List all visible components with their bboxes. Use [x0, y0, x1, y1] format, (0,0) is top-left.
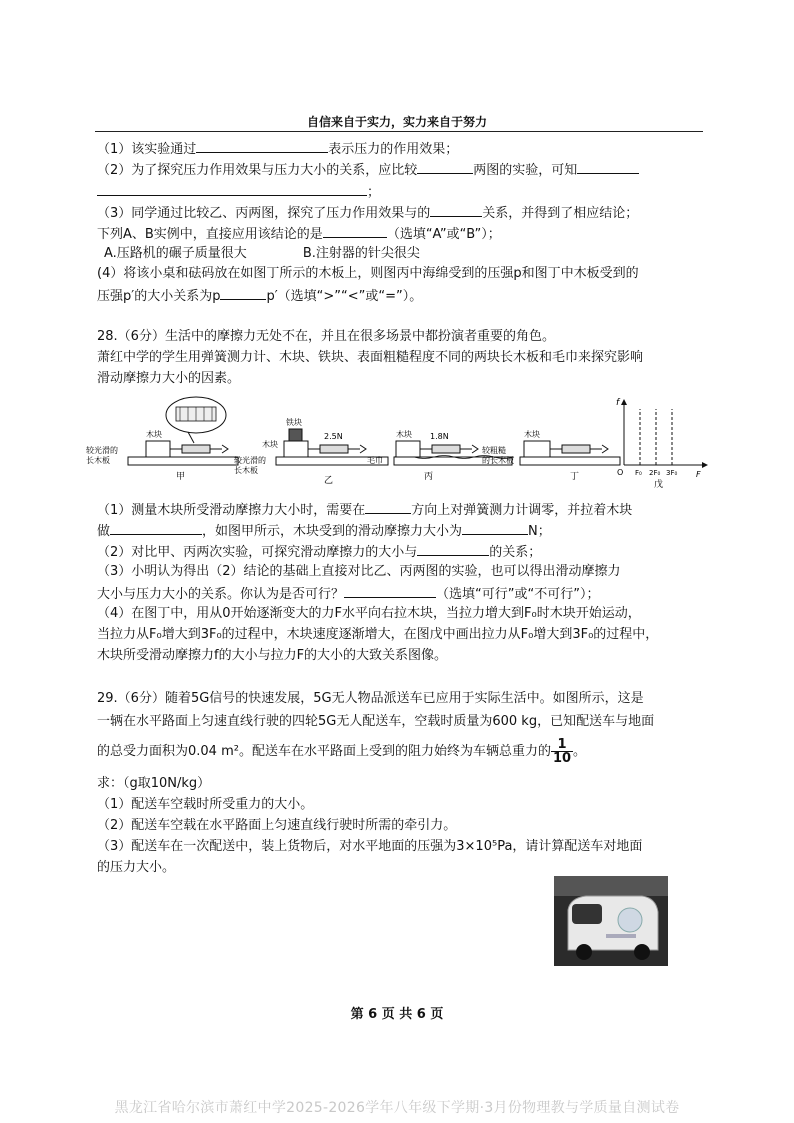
- q28-part1: （1）测量木块所受滑动摩擦力大小时，需要在 方向上对弹簧测力计调零，并拉着木块: [97, 500, 632, 520]
- q28-part4-b: 当拉力从F₀增大到3F₀的过程中，木块速度逐渐增大，在图戊中画出拉力从F₀增大到3F₀的过程中，: [97, 627, 659, 642]
- q29-line-1: 29.（6分）随着5G信号的快速发展，5G无人物品派送车已应用于实际生活中。如图所示，这是: [97, 691, 644, 706]
- q28-intro-1: 萧红中学的学生用弹簧测力计、木块、铁块、表面粗糙程度不同的两块长木板和毛巾来探究影响: [97, 350, 644, 365]
- q28-blank-2[interactable]: [110, 521, 202, 535]
- ding-block-label: 木块: [524, 430, 540, 439]
- wu-axis-F: F: [696, 470, 701, 479]
- wu-tick-2: 2F₀: [649, 469, 661, 477]
- q27-part3: （3）同学通过比较乙、丙两图，探究了压力作用效果与的 关系，并得到了相应结论；: [97, 203, 638, 223]
- q29-line-3: 的总受力面积为0.04 m²。配送车在水平路面上受到的阻力始终为车辆总重力的 $\frac{1}{10}$ 。: [97, 737, 587, 766]
- q27-blank-6[interactable]: [323, 224, 387, 238]
- q28-part3-b: 大小与压力大小的关系。你认为是否可行？ （选填“可行”或“不可行”）；: [97, 584, 599, 604]
- page-footer: 第 6 页 共 6 页: [350, 1007, 444, 1022]
- q28-blank-4[interactable]: [417, 542, 489, 556]
- ding-board-label-2: 的长木板: [482, 456, 514, 465]
- ding-board-label-1: 较粗糙: [482, 446, 506, 455]
- header-rule: [95, 131, 703, 132]
- figure-wu-graph[interactable]: [616, 398, 708, 490]
- q27-part2: （2）为了探究压力作用效果与压力大小的关系，应比较 两图的实验，可知: [97, 160, 639, 180]
- q27-option-a: A.压路机的碾子质量很大: [104, 246, 247, 261]
- q29-sub-3-b: 的压力大小。: [97, 860, 176, 875]
- q27-part4-b: 压强p′的大小关系为p p′（选填“>”“<”或“=”）。: [97, 286, 422, 306]
- q28-part2: （2）对比甲、丙两次实验，可探究滑动摩擦力的大小与 的关系；: [97, 542, 541, 562]
- q27-blank-1[interactable]: [196, 139, 328, 153]
- wu-axis-f: f: [616, 398, 620, 408]
- q27-blank-5[interactable]: [430, 203, 482, 217]
- watermark: 黑龙江省哈尔滨市萧红中学2025-2026学年八年级下学期·3月份物理教与学质量自测试卷: [114, 1100, 680, 1116]
- q27-option-b: B.注射器的针尖很尖: [302, 246, 420, 261]
- wu-tick-3: 3F₀: [666, 469, 678, 477]
- q28-part3: （3）小明认为得出（2）结论的基础上直接对比乙、丙两图的实验，也可以得出滑动摩擦力: [97, 564, 621, 579]
- yi-board-label-1: 较光滑的: [234, 456, 266, 465]
- q29-sub-2: （2）配送车空载在水平路面上匀速直线行驶时所需的牵引力。: [97, 818, 457, 833]
- q27-part1: （1）该实验通过 表示压力的作用效果；: [97, 139, 458, 159]
- figure-jia: [86, 397, 238, 482]
- label-bing: 丙: [424, 472, 434, 482]
- bing-force-label: 1.8N: [430, 432, 449, 441]
- label-ding: 丁: [570, 472, 580, 482]
- q27-options: [104, 245, 420, 263]
- q28-part4-c: 木块所受滑动摩擦力f的大小与拉力F的大小的大致关系图像。: [97, 648, 448, 663]
- q29-given: 求：（g取10N/kg）: [97, 776, 211, 791]
- figure-ding: [482, 429, 620, 482]
- q27-blank-2[interactable]: [417, 160, 473, 174]
- figure-yi: [234, 417, 388, 486]
- jia-board-label-1: 较光滑的: [86, 446, 118, 455]
- q28-blank-5[interactable]: [344, 584, 436, 598]
- q29-line-2: 一辆在水平路面上匀速直线行驶的四轮5G无人配送车，空载时质量为600 kg，已知配送车与地面: [97, 714, 655, 729]
- q28-part1-b: 做 ，如图甲所示，木块受到的滑动摩擦力大小为 N；: [97, 521, 551, 541]
- yi-block-label: 木块: [262, 440, 278, 449]
- q29-sub-1: （1）配送车空载时所受重力的大小。: [97, 797, 314, 812]
- jia-board-label-2: 长木板: [86, 456, 110, 465]
- wu-tick-1: F₀: [635, 469, 642, 477]
- q29-fraction: $\frac{1}{10}$: [552, 737, 572, 766]
- label-wu: 戊: [654, 480, 664, 490]
- q27-part4: (4）将该小桌和砝码放在如图丁所示的木板上，则图丙中海绵受到的压强p和图丁中木板受到的: [97, 266, 639, 281]
- q27-blank-3[interactable]: [577, 160, 639, 174]
- q27-blank-7[interactable]: [220, 286, 266, 300]
- jia-block-label: 木块: [146, 430, 162, 439]
- page-header-motto: 自信来自于实力，实力来自于努力: [306, 115, 487, 129]
- q29-sub-3: （3）配送车在一次配送中，装上货物后，对水平地面的压强为3×10⁵Pa，请计算配送车对地面: [97, 839, 643, 854]
- delivery-vehicle-photo: [554, 876, 668, 966]
- q27-part3-b: 下列A、B实例中，直接应用该结论的是 （选填“A”或“B”）；: [97, 224, 501, 244]
- q27-part2-cont: ；: [97, 182, 380, 202]
- yi-board-label-2: 长木板: [234, 466, 258, 475]
- q28-part4: （4）在图丁中，用从0开始逐渐变大的力F水平向右拉木块，当拉力增大到F₀时木块开始运动，: [97, 606, 641, 621]
- wu-origin: O: [617, 468, 624, 477]
- bing-block-label: 木块: [396, 430, 412, 439]
- q28-intro-2: 滑动摩擦力大小的因素。: [97, 371, 241, 386]
- bing-towel-label: 毛巾: [367, 456, 383, 465]
- q28-blank-1[interactable]: [365, 500, 411, 514]
- q27-blank-4[interactable]: [97, 182, 367, 196]
- label-jia: 甲: [176, 472, 186, 482]
- q28-blank-3[interactable]: [462, 521, 528, 535]
- yi-force-label: 2.5N: [324, 432, 343, 441]
- label-yi: 乙: [324, 476, 334, 486]
- q28-title: 28.（6分）生活中的摩擦力无处不在，并且在很多场景中都扮演者重要的角色。: [97, 329, 555, 344]
- yi-iron-label: 铁块: [286, 418, 302, 427]
- q28-experiment-figure: [84, 395, 714, 495]
